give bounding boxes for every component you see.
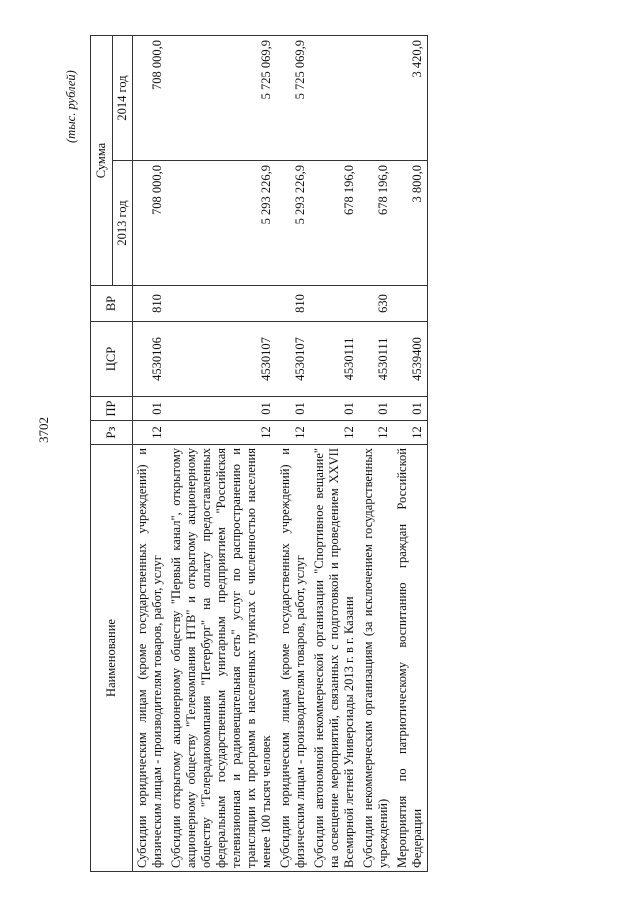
row-rz: 12 [359,421,393,445]
row-pr: 01 [167,397,276,421]
row-name: Субсидии юридическим лицам (кроме государственных учреждений) и физическим лицам - производителям товаров, работ, услуг [276,445,310,872]
header-year-2013: 2013 год [113,161,133,286]
row-pr: 01 [359,397,393,421]
row-vr: 810 [276,286,310,322]
row-pr: 01 [276,397,310,421]
row-csr: 4530111 [359,322,393,397]
row-vr: 810 [133,286,168,322]
table-row [133,36,168,872]
row-rz: 12 [310,421,359,445]
header-sum: Сумма [91,36,113,286]
row-name: Мероприятия по патриотическому воспитанию граждан Российской Федерации [393,445,428,872]
row-rz: 12 [276,421,310,445]
budget-table-container [90,36,542,872]
row-vr [167,286,276,322]
row-sum-2014 [359,36,393,161]
row-sum-2013: 678 196,0 [359,161,393,286]
row-name: Субсидии открытому акционерному обществу "Первый канал", открытому акционерному обществу "Телекомпания НТВ" и открытому акционерному обществу "Телерадиокомпания "Петербург" на оплату предоставленных федеральным государственным унитарным предприятием "Российская телевизионная и радиовещательная сеть" услуг по распространению и трансляции их программ в населенных пунктах с численностью населения менее 100 тысяч человек [167,445,276,872]
table-row [167,36,276,872]
row-csr: 4539400 [393,322,428,397]
row-sum-2014: 708 000,0 [133,36,168,161]
row-pr: 01 [310,397,359,421]
header-pr: ПР [91,397,133,421]
row-sum-2014: 3 420,0 [393,36,428,161]
row-csr: 4530107 [276,322,310,397]
header-vr: ВР [91,286,133,322]
header-year-2014: 2014 год [113,36,133,161]
row-pr: 01 [133,397,168,421]
row-sum-2014: 5 725 069,9 [167,36,276,161]
row-vr [393,286,428,322]
table-row [310,36,359,872]
row-rz: 12 [133,421,168,445]
row-sum-2013: 708 000,0 [133,161,168,286]
row-sum-2014: 5 725 069,9 [276,36,310,161]
table-row [359,36,393,872]
row-csr: 4530106 [133,322,168,397]
units-label: (тыс. рублей) [64,70,78,143]
row-name: Субсидии автономной некоммерческой организации "Спортивное вещание" на освещение мероприятий, связанных с подготовкой и проведением XXVII Всемирной летней Универсиады 2013 г. в г. Казани [310,445,359,872]
row-csr: 4530107 [167,322,276,397]
budget-table [90,35,428,872]
row-sum-2013: 678 196,0 [310,161,359,286]
page-number: 3702 [36,417,51,443]
row-vr: 630 [359,286,393,322]
row-vr [310,286,359,322]
header-rz: Рз [91,421,133,445]
row-sum-2014 [310,36,359,161]
row-name: Субсидии юридическим лицам (кроме государственных учреждений) и физическим лицам - производителям товаров, работ, услуг [133,445,168,872]
row-name: Субсидии некоммерческим организациям (за исключением государственных учреждений) [359,445,393,872]
row-pr: 01 [393,397,428,421]
row-sum-2013: 3 800,0 [393,161,428,286]
header-csr: ЦСР [91,322,133,397]
row-sum-2013: 5 293 226,9 [167,161,276,286]
table-row [393,36,428,872]
row-rz: 12 [393,421,428,445]
header-name: Наименование [91,445,133,872]
row-csr: 4530111 [310,322,359,397]
row-rz: 12 [167,421,276,445]
row-sum-2013: 5 293 226,9 [276,161,310,286]
table-row [276,36,310,872]
